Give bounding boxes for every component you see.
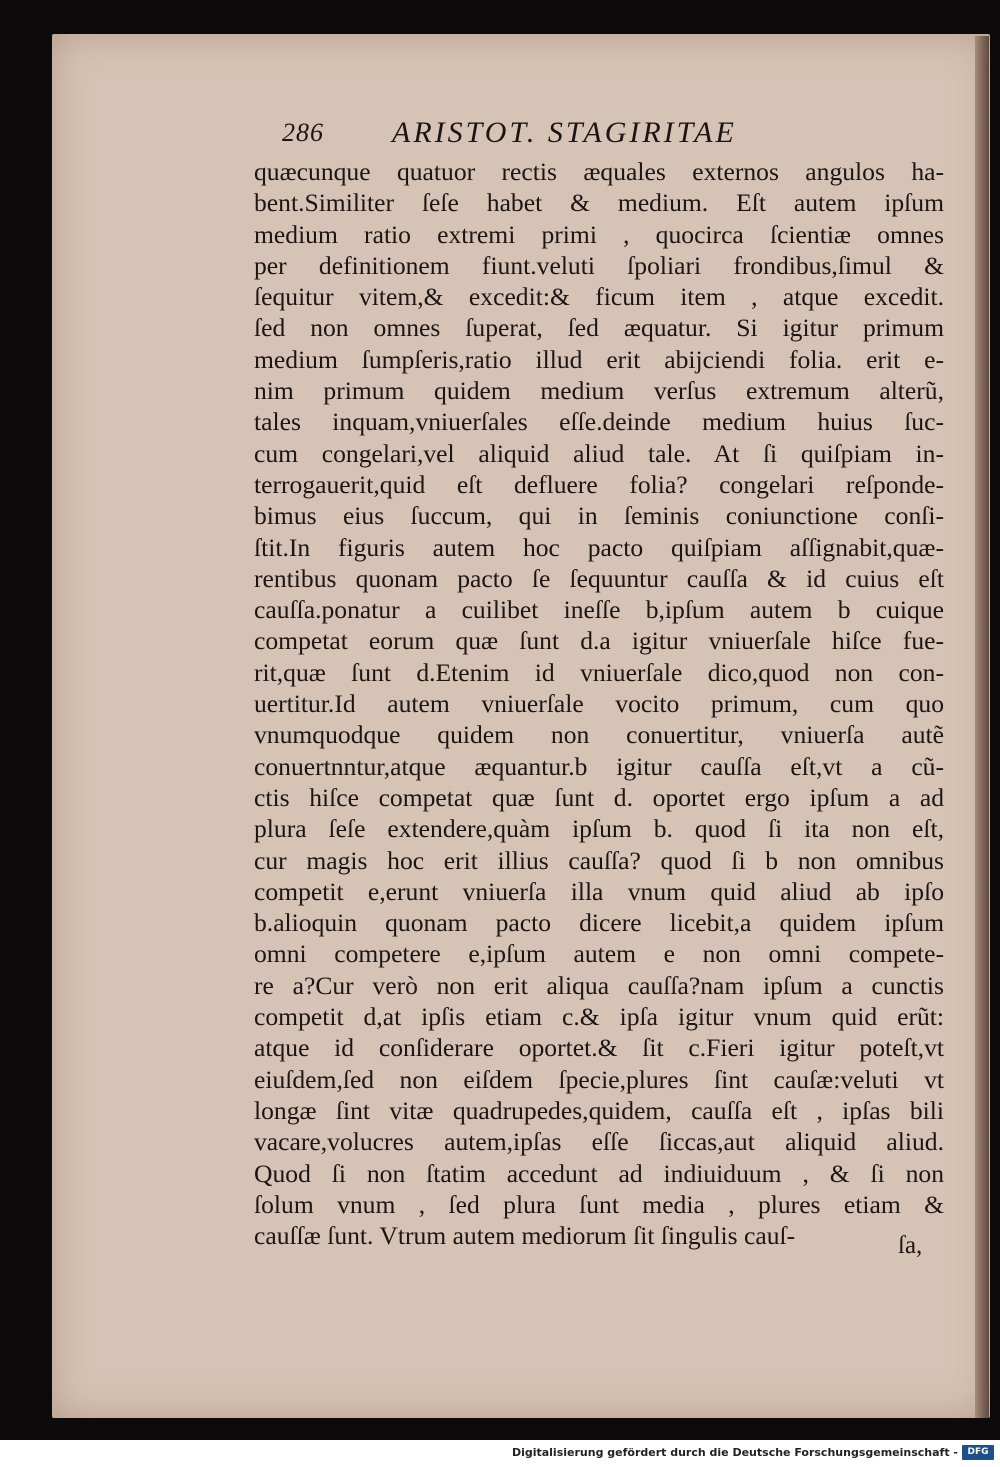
text-line: atque id conſiderare oportet.& ſit c.Fieri igitur poteſt,vt <box>254 1033 944 1063</box>
text-line: re a?Cur verò non erit aliqua cauſſa?nam ipſum a cunctis <box>254 970 944 1000</box>
text-line: rit,quæ ſunt d.Etenim id vniuerſale dico,quod non con- <box>254 657 944 687</box>
text-line: nim primum quidem medium verſus extremum alterũ, <box>254 376 944 406</box>
text-line: ſtit.In figuris autem hoc pacto quiſpiam aſſignabit,quæ- <box>254 532 944 562</box>
text-line: terrogauerit,quid eſt defluere folia? congelari reſponde- <box>254 469 944 499</box>
text-line: cum congelari,vel aliquid aliud tale. At ſi quiſpiam in- <box>254 438 944 468</box>
text-line: b.alioquin quonam pacto dicere licebit,a quidem ipſum <box>254 908 944 938</box>
text-line: conuertnntur,atque æquantur.b igitur cauſſa eſt,vt a cũ- <box>254 751 944 781</box>
text-line: ctis hiſce competat quæ ſunt d. oportet ergo ipſum a ad <box>254 782 944 812</box>
text-line: uertitur.Id autem vniuerſale vocito primum, cum quo <box>254 689 944 719</box>
text-line: eiuſdem,ſed non eiſdem ſpecie,plures ſint cauſæ:veluti vt <box>254 1064 944 1094</box>
text-line: ſed non omnes ſuperat, ſed æquatur. Si igitur primum <box>254 313 944 343</box>
running-head: ARISTOT. STAGIRITAE <box>392 116 737 149</box>
text-line: competit d,at ipſis etiam c.& ipſa igitur vnum quid erũt: <box>254 1002 944 1032</box>
text-line: medium ſumpſeris,ratio illud erit abijciendi folia. erit e- <box>254 344 944 374</box>
text-line: cauſſæ ſunt. Vtrum autem mediorum ſit ſingulis cauſ- <box>254 1221 796 1251</box>
text-line: vacare,volucres autem,ipſas eſſe ſiccas,aut aliquid aliud. <box>254 1127 944 1157</box>
text-line: competat eorum quæ ſunt d.a igitur vniuerſale hiſce fue- <box>254 626 944 656</box>
text-line: ſolum vnum , ſed plura ſunt media , plures etiam & <box>254 1189 944 1219</box>
text-line: omni competere e,ipſum autem e non omni compete- <box>254 939 944 969</box>
text-line: per definitionem fiunt.veluti ſpoliari frondibus,ſimul & <box>254 250 944 280</box>
text-line: ſequitur vitem,& excedit:& ficum item , atque excedit. <box>254 282 944 312</box>
text-line: longæ ſint vitæ quadrupedes,quidem, cauſſa eſt , ipſas bili <box>254 1095 944 1125</box>
text-line: bent.Similiter ſeſe habet & medium. Eſt autem ipſum <box>254 188 944 218</box>
text-line: bimus eius ſuccum, qui in ſeminis coniunctione conſi- <box>254 501 944 531</box>
page-header <box>282 112 842 156</box>
text-line: tales inquam,vniuerſales eſſe.deinde medium huius ſuc- <box>254 407 944 437</box>
text-line: plura ſeſe extendere,quàm ipſum b. quod ſi ita non eſt, <box>254 814 944 844</box>
text-line: vnumquodque quidem non conuertitur, vniuerſa autẽ <box>254 720 944 750</box>
text-line: quæcunque quatuor rectis æquales externos angulos ha- <box>254 157 944 186</box>
text-line: cauſſa.ponatur a cuilibet ineſſe b,ipſum autem b cuique <box>254 595 944 625</box>
catchword: ſa, <box>898 1232 923 1259</box>
dfg-logo: DFG <box>962 1445 994 1460</box>
page-number: 286 <box>282 118 324 147</box>
text-line: Quod ſi non ſtatim accedunt ad indiuiduum , & ſi non <box>254 1158 944 1188</box>
text-line: competit e,erunt vniuerſa illa vnum quid aliud ab ipſo <box>254 876 944 906</box>
digitization-footer <box>0 1443 1000 1465</box>
text-line: medium ratio extremi primi , quocirca ſcientiæ omnes <box>254 219 944 249</box>
body-text <box>254 156 944 1251</box>
funding-credit: Digitalisierung gefördert durch die Deutsche Forschungsgemeinschaft - <box>511 1446 958 1459</box>
page-edge <box>975 36 989 1418</box>
text-line: rentibus quonam pacto ſe ſequuntur cauſſa & id cuius eſt <box>254 563 944 593</box>
text-line: cur magis hoc erit illius cauſſa? quod ſi b non omnibus <box>254 845 944 875</box>
